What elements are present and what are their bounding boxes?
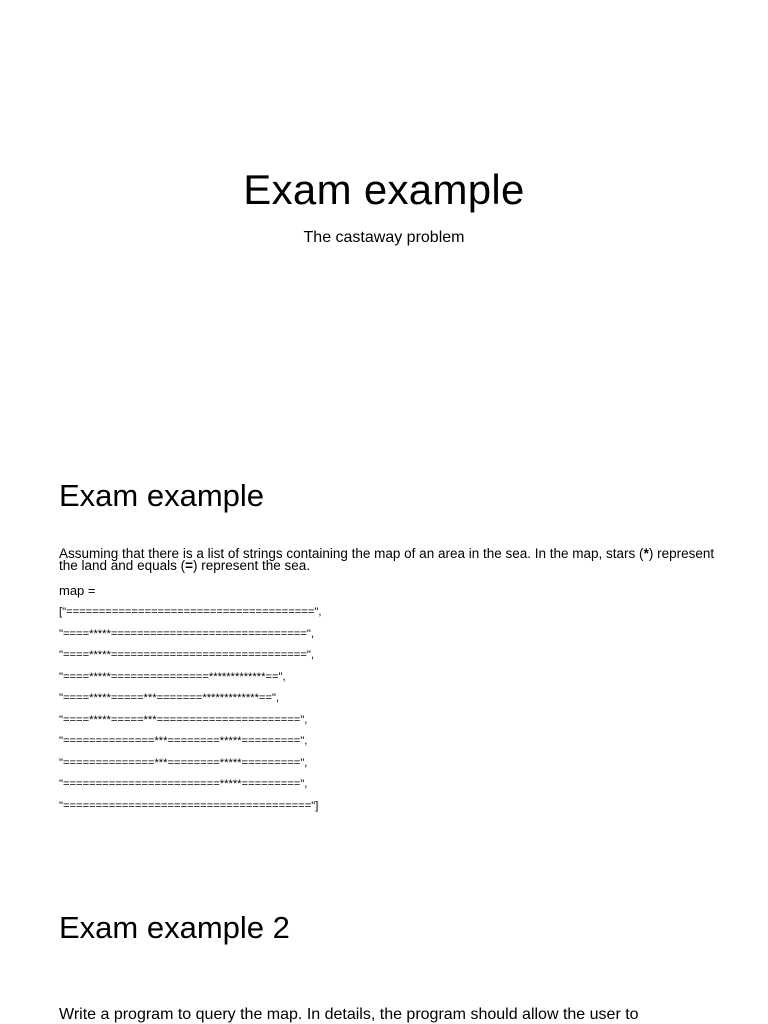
intro-text-part2: ) represent the land and equals (	[59, 546, 715, 573]
slide-heading: Exam example	[59, 478, 265, 513]
map-line: ["======================================",	[59, 606, 322, 618]
query-slide	[0, 864, 768, 1024]
map-line: "====*****==============================",	[59, 627, 314, 640]
slide-heading: Exam example 2	[59, 910, 290, 945]
map-line: "==============***========*****=========",	[59, 756, 308, 769]
intro-text-part3: ) represent the sea.	[193, 558, 311, 573]
map-line: "====*****=====***=======*************==",	[59, 692, 280, 704]
map-line: "====*****==============================",	[59, 649, 314, 661]
star-symbol: *	[643, 546, 649, 561]
equals-symbol: =	[185, 558, 193, 573]
map-line: "==============***========*****=========",	[59, 735, 308, 747]
body-text: Write a program to query the map. In details, the program should allow the user to	[59, 1006, 639, 1023]
map-line: "====*****===============*************==",	[59, 670, 286, 683]
slide-subtitle: The castaway problem	[303, 229, 465, 246]
intro-paragraph	[59, 548, 719, 572]
map-line: "====*****=====***======================",	[59, 713, 308, 726]
intro-text-part1: Assuming that there is a list of strings containing the map of an area in the sea. In the map, stars (	[59, 546, 644, 561]
map-label: map =	[59, 583, 96, 598]
map-slide	[0, 432, 768, 864]
map-code-block	[59, 602, 321, 817]
map-line: "======================================"]	[59, 799, 319, 812]
slide-title: Exam example	[243, 166, 525, 213]
map-line: "========================*****=========",	[59, 778, 308, 790]
title-slide	[0, 0, 768, 432]
